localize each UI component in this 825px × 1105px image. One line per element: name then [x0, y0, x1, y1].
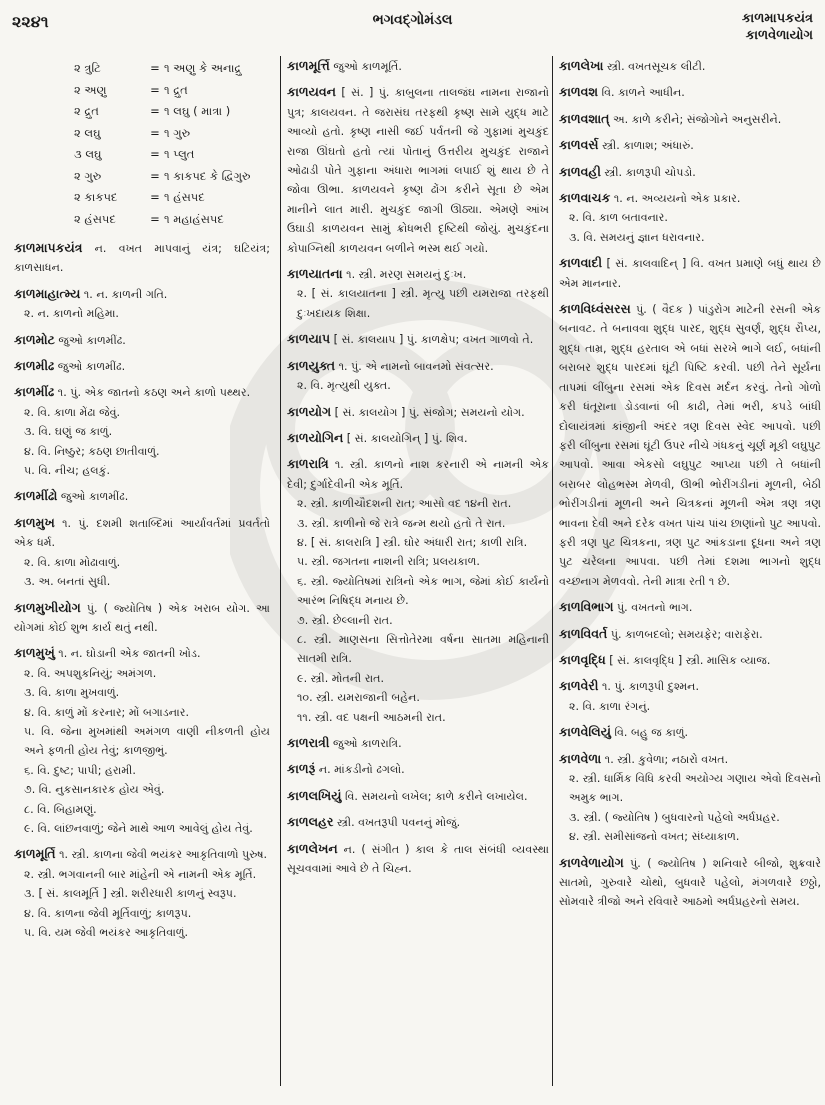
measure-row	[14, 101, 270, 123]
headword: કાળમીંઢો	[14, 488, 58, 504]
headword: કાળમાપકયંત્ર	[14, 240, 83, 255]
headword: કાળરાત્રી	[287, 735, 330, 750]
dictionary-entry	[287, 329, 549, 349]
dictionary-entry	[559, 597, 821, 617]
definition: પું. ( વૈદક ) પાંડુરોગ માટેની રસની એક બનાવટ. તે બનાવવા શુદ્ધ પારદ, શુદ્ધ સુવર્ણ, શુદ્ધ રૌપ્ય, શુદ્ધ તામ્ર, શુદ્ધ હરતાલ એ બધાં સરખે ભાગે લઈ, બધાંની બરાબર શુદ્ધ પારદમાં ઘૂંટી પિષ્ટિ કરવી. પછી તેને સૂર્યના તાપમાં લીંબુના રસમાં એક દિવસ મર્દન કરવું. તેનો ગોળો કરી ધંતૂરાના ડોડવાનાં બી કાઢી, તેમાં ભરી, કપડે બાંધી દોલાયંત્રમાં કાંજીની અંદર ત્રણ દિવસ સ્વેદ આપવો. પછી ફરી લીંબુના રસમાં ઘૂંટી ઉપર નીચે ગંધકનું ચૂર્ણ મૂકી લઘુપુટ આપવો. આવા એકસો લઘુપુટ આપ્યા પછી તે બધાંની બરાબર લોહભસ્મ મેળવી, ઊભી ભોરીંગડીનાં મૂળની, બેઠી ભોરીંગડીનાં મૂળની અને ચિત્રકનાં મૂળની એમ ત્રણ ત્રણ ભાવના દેવી અને દરેક વખત પાંચ પાંચ છાણાંનો પુટ આપવો. ફરી ત્રણ પુટ ચિત્રકના, ત્રણ પુટ આંકડાના દૂધના અને ત્રણ પુટ ચરેલના આપવા. પછી તેમાં દશમા ભાગનો શુદ્ધ વચ્છનાગ મેળવવો. તેની માત્રા રતી ૧ છે.	[559, 303, 821, 588]
measure-left: ૨ લઘુ	[74, 125, 101, 140]
definition: ન. વખત માપવાનું યંત્ર; ઘટિયંત્ર; કાળસાધન.	[14, 242, 270, 275]
definition: [ સં. કાલયાપ ] પું. કાળક્ષેપ; વખત ગાળવો તે.	[333, 333, 534, 347]
measure-row	[14, 166, 270, 188]
measure-row	[14, 58, 270, 80]
headword: કાળરૂં	[287, 761, 316, 777]
definition: પું. કાળબદલો; સમયફેર; વારાફેરા.	[610, 627, 763, 641]
definition: સ્ત્રી. વખતસૂચક લીટી.	[606, 60, 706, 73]
equals-sign: =	[150, 125, 160, 140]
sub-sense: ૯. વિ. લાંછનવાળું; જેને માથે આળ આવેલું હોય તેવું.	[24, 821, 253, 835]
entry-main	[559, 82, 821, 102]
entry-main	[287, 264, 549, 284]
definition: ૧. પું. દશમી શતાબ્દિમાં આર્યાવર્તમાં પ્રવર્તતો એક ધર્મ.	[14, 516, 270, 550]
definition: સ્ત્રી. વખતરૂપી પવનનું મોજું.	[336, 816, 461, 830]
measure-left: ૨ દ્રુત	[74, 104, 99, 118]
sub-sense: ૩. વિ. કાળા મુખવાળું.	[24, 686, 120, 700]
definition: ૧. સ્ત્રી. કાળના જેવી ભયંકર આકૃતિવાળો પુરુષ.	[59, 848, 268, 862]
page-header	[0, 0, 825, 56]
dictionary-entry	[559, 109, 821, 129]
dictionary-columns	[14, 56, 819, 1096]
dictionary-entry	[14, 238, 270, 278]
headword: કાળમુખું	[14, 645, 55, 661]
entry-main	[559, 56, 821, 76]
entry-main	[14, 382, 270, 402]
entry-main	[559, 109, 821, 129]
sub-sense: ૪. વિ. કાળના જેવી મૂર્તિવાળું; કાળરૂપ.	[24, 906, 192, 920]
definition: સ્ત્રી. કાળાશ; અંધારું.	[602, 139, 694, 153]
dictionary-entry	[287, 264, 549, 323]
headword: કાળયાતના	[287, 266, 343, 282]
measure-right: ૧ લઘુ ( માત્રા )	[164, 104, 231, 118]
definition: [ સં. કાલયોગિન્ ] પું. શિવ.	[346, 431, 468, 445]
entry-main	[14, 238, 270, 278]
headword: કાળમોટ	[14, 331, 55, 347]
headword: કાળવેરી	[559, 678, 599, 694]
dictionary-entry	[559, 162, 821, 182]
headword: કાળવહી	[559, 163, 601, 179]
measure-left: ૨ અણુ	[74, 82, 107, 97]
dictionary-entry	[14, 513, 270, 592]
entry-main	[14, 513, 270, 553]
measure-left: ૩ લઘુ	[74, 147, 102, 161]
headword: કાળવર્સ	[559, 137, 599, 153]
headword: કાળલખિયું	[287, 787, 342, 803]
sub-sense: ૨. સ્ત્રી. કાળીચૌદશની રાત; આસો વદ ૧૪ની રાત.	[297, 497, 512, 511]
entry-main	[287, 759, 549, 779]
dictionary-entry	[559, 722, 821, 742]
sub-sense: ૩. અ. બનતાં સુધી.	[24, 575, 111, 589]
definition: ૧. સ્ત્રી. મરણ સમયનું દુઃખ.	[346, 268, 467, 282]
dictionary-entry	[14, 643, 270, 838]
entry-main	[287, 329, 549, 349]
entry-main	[559, 650, 821, 670]
dictionary-entry	[287, 82, 549, 258]
entry-main	[287, 839, 549, 879]
entry-main	[14, 844, 270, 864]
entry-main	[287, 356, 549, 376]
column-2	[280, 56, 549, 1086]
guide-word-last: કાળવેળાયોગ	[745, 28, 813, 43]
headword: કાળવાદી	[559, 255, 603, 271]
sub-sense: ૮. સ્ત્રી. માણસના સિત્તોતેરમા વર્ષના સાતમા મહિનાની સાતમી રાત્રિ.	[297, 632, 549, 666]
sub-sense: ૨. વિ. કાળા રંગનું.	[569, 699, 651, 713]
sub-sense: ૬. સ્ત્રી. જ્યોતિષમાં રાત્રિનો એક ભાગ, જેમાં કોઈ કાર્યનો આરંભ નિષિદ્ધ મનાય છે.	[297, 574, 549, 608]
definition: વિ. બહુ જ કાળું.	[614, 726, 689, 740]
sub-sense: ૨. સ્ત્રી. ભગવાનની બાર માંહેની એ નામની એક મૂર્તિ.	[24, 867, 257, 881]
definition: [ સં. ] પું. કાબુલના તાલજંઘ નામના રાજાનો પુત્ર; કાલયવન. તે જરાસંઘ તરફથી કૃષ્ણ સામે યુદ્ધ માટે આવ્યો હતો. કૃષ્ણ નાસી જઈ પર્વતની જે ગુફામાં મુચકુંદ રાજા ઊંઘતો હતો ત્યાં પોતાનું ઉત્તરીય મુચકુંદ રાજાને ઓઢાડી પોતે ગુફાના અંધારા ભાગમાં લપાઈ શું થાય છે તે જોવા ઊભા. કાળયવને કૃષ્ણ ઢોંગ કરીને સૂતા છે એમ માનીને લાત મારી. મુચકુંદ જાગી ઊઠ્યા. એમણે આંખ ઉઘાડી કાળયવન સામું ક્રોધભરી દૃષ્ટિથી જોયું. મુચકુંદના કોપાગ્નિથી કાળયવન બળીને ભસ્મ થઈ ગયો.	[287, 86, 549, 255]
equals-sign: =	[150, 168, 160, 183]
headword: કાળયોગિન	[287, 429, 344, 445]
dictionary-entry	[287, 839, 549, 879]
sub-sense: ૩. [ સં. કાલમૂર્તિ ] સ્ત્રી. શરીરધારી કાળનું સ્વરૂપ.	[24, 887, 237, 901]
entry-main	[14, 486, 270, 506]
measure-right: ૧ કાકપદ કે દ્વિગુરુ	[164, 168, 251, 183]
definition: ૧. સ્ત્રી. કાળનો નાશ કરનારી એ નામની એક દેવી; દુર્ગાદેવીની એક મૂર્તિ.	[287, 458, 549, 491]
measure-right: ૧ અણુ કે અનાદ્રુ	[164, 61, 242, 75]
measure-left: ૨ ગુરુ	[74, 168, 102, 183]
book-title: ભગવદ્ગોમંડલ	[372, 12, 453, 28]
equals-sign: =	[150, 104, 160, 118]
headword: કાળવશાત્	[559, 110, 610, 126]
entry-main	[287, 454, 549, 494]
dictionary-entry	[559, 650, 821, 670]
dictionary-entry	[14, 598, 270, 638]
dictionary-entry	[287, 454, 549, 727]
sub-sense: ૫. સ્ત્રી. જગતના નાશની રાત્રિ; પ્રલયકાળ.	[297, 555, 480, 569]
dictionary-entry	[287, 786, 549, 806]
definition: ૧. ન. કાળની ગતિ.	[83, 287, 168, 301]
entry-main	[559, 853, 821, 912]
definition: જુઓ કાળમીંઢ.	[58, 333, 126, 347]
measure-row	[14, 80, 270, 102]
equals-sign: =	[150, 61, 160, 75]
measure-left: ૨ હંસપદ	[74, 211, 116, 226]
dictionary-entry	[287, 428, 549, 448]
entry-main	[287, 82, 549, 258]
sub-sense: ૪. વિ. કાળું મોં કરનાર; મોં બગાડનાર.	[24, 705, 190, 719]
measure-left: ૨ કાકપદ	[74, 190, 118, 204]
entry-main	[14, 330, 270, 350]
guide-word-first: કાળમાપકયંત્ર	[741, 11, 813, 26]
sub-sense: ૫. વિ. યમ જેવી ભયંકર આકૃતિવાળું.	[24, 926, 189, 939]
entry-main	[287, 812, 549, 832]
entry-main	[559, 597, 821, 617]
entry-main	[559, 188, 821, 208]
dictionary-entry	[287, 733, 549, 753]
entry-main	[559, 676, 821, 696]
definition: ન. માંકડીનો ઢગલો.	[318, 763, 405, 777]
measure-row	[14, 187, 270, 209]
headword: કાળરાત્રિ	[287, 456, 329, 472]
headword: કાળવાચક	[559, 190, 611, 206]
headword: કાળયાપ	[287, 331, 331, 347]
measure-right: ૧ દ્રુત	[164, 82, 188, 97]
entry-main	[559, 135, 821, 155]
definition: જુઓ કાળમીંઢ.	[57, 360, 126, 374]
sub-sense: ૩. સ્ત્રી. કાળીનો જે રાત્રે જન્મ થયો હતો તે રાત.	[297, 516, 506, 530]
sub-sense: ૨. ન. કાળનો મહિમા.	[24, 307, 119, 321]
measure-row	[14, 144, 270, 166]
definition: પું. ( જ્યોતિષ ) એક ખરાબ યોગ. આ યોગમાં કોઈ શુભ કાર્ય થતું નથી.	[14, 601, 270, 634]
sub-sense: ૨. વિ. કાળા મેંઢા જેવું.	[24, 405, 121, 419]
equals-sign: =	[150, 82, 160, 97]
entry-main	[14, 356, 270, 376]
headword: કાળવૃદ્ધિ	[559, 651, 606, 667]
headword: કાળવિવર્ત	[559, 625, 608, 641]
entry-main	[559, 162, 821, 182]
definition: ૧. ન. ઘોડાની એક જાતની ખોડ.	[58, 647, 201, 661]
dictionary-entry	[559, 676, 821, 716]
equals-sign: =	[150, 211, 160, 226]
sub-sense: ૩. વિ. ઘણું જ કાળું.	[24, 425, 113, 439]
headword: કાળવેળાયોગ	[559, 854, 624, 870]
dictionary-entry	[14, 356, 270, 376]
definition: જુઓ કાળમૂર્તિ.	[333, 60, 402, 73]
sub-sense: ૨. વિ. મૃત્યુથી યુક્ત.	[297, 379, 391, 393]
dictionary-entry	[287, 759, 549, 779]
entry-main	[14, 284, 270, 304]
dictionary-entry	[14, 382, 270, 480]
definition: સ્ત્રી. કાળરૂપી ચોપડો.	[604, 165, 696, 179]
dictionary-entry	[287, 812, 549, 832]
entry-main	[559, 299, 821, 591]
sub-sense: ૨. વિ. કાળા મોઢાવાળું.	[24, 555, 121, 569]
headword: કાળમાહાત્મ્ય	[14, 285, 81, 301]
dictionary-entry	[559, 299, 821, 591]
entry-main	[287, 733, 549, 753]
dictionary-entry	[559, 253, 821, 293]
sub-sense: ૧૦. સ્ત્રી. યમરાજાની બહેન.	[297, 691, 420, 705]
column-3	[552, 56, 821, 1086]
dictionary-entry	[14, 844, 270, 942]
entry-main	[559, 253, 821, 293]
sub-sense: ૬. વિ. દુષ્ટ; પાપી; હરામી.	[24, 763, 136, 777]
sub-sense: ૨. વિ. કાળ બતાવનાર.	[569, 211, 668, 225]
headword: કાળલેખન	[287, 840, 338, 856]
definition: ૧. સ્ત્રી. કુવેળા; નઠારો વખત.	[604, 752, 729, 766]
measure-right: ૧ મહાહંસપદ	[164, 211, 224, 226]
definition: ૧. પું. કાળરૂપી દુશ્મન.	[602, 680, 699, 694]
measure-right: ૧ ગુરુ	[164, 125, 191, 140]
entry-main	[559, 624, 821, 644]
sub-sense: ૭. સ્ત્રી. છેલ્લાની રાત.	[297, 613, 393, 627]
definition: વિ. સમયનો લખેલ; કાળે કરીને લખાયેલ.	[344, 789, 528, 803]
measure-table	[14, 56, 270, 230]
dictionary-entry	[559, 749, 821, 847]
sub-sense: ૩. વિ. સમયનું જ્ઞાન ધરાવનાર.	[569, 230, 705, 244]
column-1	[14, 56, 270, 1086]
headword: કાળમીંઢ	[14, 384, 55, 400]
entry-main	[559, 749, 821, 769]
sub-sense: ૧૧. સ્ત્રી. વદ પક્ષની આઠમની રાત.	[297, 710, 446, 724]
definition: જુઓ કાળમીંઢ.	[60, 490, 129, 504]
dictionary-entry	[287, 56, 549, 76]
dictionary-entry	[559, 135, 821, 155]
headword: કાળવેળા	[559, 750, 602, 766]
headword: કાળલહર	[287, 814, 334, 830]
definition: ૧. પું. એક જાતનો કઠણ અને કાળો પથ્થર.	[57, 386, 251, 400]
headword: કાળવિભાગ	[559, 599, 614, 615]
sub-sense: ૫. વિ. જેના મુખમાંથી અમંગળ વાણી નીકળતી હોય અને ફળતી હોય તેવું; કાળજીભું.	[24, 724, 270, 758]
entry-main	[14, 643, 270, 663]
sub-sense: ૪. વિ. નિષ્ઠુર; કઠણ છાતીવાળું.	[24, 444, 160, 458]
sub-sense: ૯. સ્ત્રી. મોતની રાત.	[297, 671, 385, 685]
definition: [ સં. કાલવૃદ્ધિ ] સ્ત્રી. માસિક વ્યાજ.	[609, 653, 771, 667]
dictionary-entry	[559, 624, 821, 644]
sub-sense: ૪. સ્ત્રી. સમીસાંજનો વખત; સંધ્યાકાળ.	[569, 830, 740, 844]
headword: કાળમૂર્ત્તિ	[287, 58, 330, 73]
dictionary-entry	[287, 402, 549, 422]
definition: વિ. કાળને આધીન.	[601, 86, 685, 100]
dictionary-entry	[14, 486, 270, 506]
dictionary-entry	[14, 284, 270, 324]
sub-sense: ૨. સ્ત્રી. ધાર્મિક વિધિ કરવી અયોગ્ય ગણાય એવો દિવસનો અમુક ભાગ.	[569, 772, 821, 805]
headword: કાળવેલિયું	[559, 724, 611, 740]
definition: [ સં. કાલવાદિન્ ] વિ. વખત પ્રમાણે બધું થાય છે એમ માનનાર.	[559, 257, 821, 290]
sub-sense: ૪. [ સં. કાલરાત્રિ ] સ્ત્રી. ઘોર અંધારી રાત; કાળી રાત્રિ.	[297, 535, 528, 549]
entry-main	[287, 786, 549, 806]
entry-main	[14, 598, 270, 638]
definition: [ સં. કાલયોગ ] પું. સંજોગ; સમયનો યોગ.	[334, 405, 525, 419]
dictionary-entry	[559, 56, 821, 76]
definition: ન. ( સંગીત ) કાલ કે તાલ સંબંધી વ્યવસ્થા સૂચવવામાં આવે છે તે ચિહ્ન.	[287, 842, 550, 876]
measure-row	[14, 209, 270, 231]
headword: કાળમૂર્તિ	[14, 846, 56, 862]
equals-sign: =	[150, 190, 160, 204]
guide-words	[742, 10, 813, 44]
measure-right: ૧ હંસપદ	[164, 190, 205, 204]
headword: કાળમુખીયોગ	[14, 599, 81, 615]
page-number: ૨૨૪૧	[12, 12, 49, 31]
sub-sense: ૭. વિ. નુકસાનકારક હોય એવું.	[24, 783, 165, 797]
entry-main	[287, 56, 549, 76]
definition: ૧. પું. એ નામનો બાવનમો સંવત્સર.	[338, 359, 494, 373]
sub-sense: ૫. વિ. નીચ; હલકું.	[24, 464, 111, 478]
dictionary-entry	[287, 356, 549, 396]
dictionary-entry	[559, 853, 821, 912]
headword: કાળમીઢ	[14, 358, 55, 374]
headword: કાળયોગ	[287, 403, 332, 419]
sub-sense: ૮. વિ. બિહામણું.	[24, 802, 97, 816]
entry-main	[559, 722, 821, 742]
sub-sense: ૩. સ્ત્રી. ( જ્યોતિષ ) બુધવારનો પહેલો અર્ધપ્રહર.	[569, 810, 780, 824]
headword: કાળવિધ્વંસરસ	[559, 301, 631, 317]
entry-main	[287, 402, 549, 422]
headword: કાળયુક્ત	[287, 357, 336, 373]
equals-sign: =	[150, 147, 160, 161]
dictionary-entry	[559, 82, 821, 102]
definition: અ. કાળે કરીને; સંજોગોને અનુસરીને.	[612, 112, 782, 126]
dictionary-entry	[559, 188, 821, 247]
headword: કાળલેખા	[559, 58, 604, 73]
definition: પું. વખતનો ભાગ.	[616, 601, 693, 615]
entry-main	[287, 428, 549, 448]
definition: જુઓ કાળરાત્રિ.	[332, 737, 402, 750]
definition: ૧. ન. અવ્યયનો એક પ્રકાર.	[613, 192, 741, 206]
headword: કાળયવન	[287, 84, 336, 100]
definition: પું. ( જ્યોતિષ ) શનિવારે બીજો, શુક્રવારે સાતમો, ગુરુવારે ચોથો, બુધવારે પહેલો, મંગળવારે છઠ્ઠો, સોમવારે ત્રીજો અને રવિવારે આઠમો અર્ધપ્રહરનો સમય.	[559, 856, 821, 909]
measure-right: ૧ પ્લુત	[164, 147, 195, 161]
measure-left: ૨ ત્રુટિ	[74, 61, 101, 75]
headword: કાળમુખ	[14, 514, 55, 530]
dictionary-entry	[14, 330, 270, 350]
sub-sense: ૨. વિ. અપશુકનિયું; અમંગળ.	[24, 666, 157, 680]
measure-row	[14, 123, 270, 145]
headword: કાળવશ	[559, 84, 599, 100]
sub-sense: ૨. [ સં. કાલયાતના ] સ્ત્રી. મૃત્યુ પછી યમરાજા તરફથી દુઃખદાયક શિક્ષા.	[297, 287, 549, 320]
